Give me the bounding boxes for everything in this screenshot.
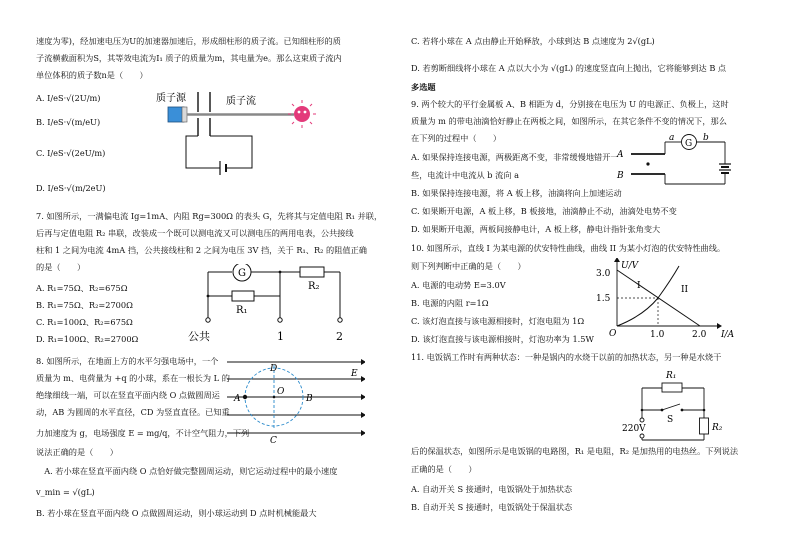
q7-line-3: 柱和 1 之间为电流 4mA 挡，公共接线柱和 2 之间为电压 3V 挡，关于 R₁、R₂ 的阻值正确 xyxy=(36,245,367,255)
terminal-1-label: 1 xyxy=(277,330,284,343)
q8-line-4: 动，AB 为圆周的水平直径，CD 为竖直直径。已知重 xyxy=(36,407,230,417)
origin-label: O xyxy=(609,329,617,339)
auto-switch-s xyxy=(662,404,680,410)
label-e: E xyxy=(351,369,358,379)
q7-option-c: C. R₁=100Ω、R₂=675Ω xyxy=(36,317,133,327)
y-tick-3: 3.0 xyxy=(596,269,611,279)
q8-line-3: 绝缘细线一端，可以在竖直平面内绕 O 点做圆周运 xyxy=(36,390,220,400)
resistor-r1 xyxy=(662,383,682,392)
target-icon xyxy=(294,106,310,122)
q9-line-3: 在下列的过程中（ ） xyxy=(411,133,502,143)
q9-option-c: C. 如果断开电源，A 板上移，B 板接地，油滴静止不动，油滴处电势不变 xyxy=(411,206,677,216)
q6-option-b: B. I/eS·√(m/eU) xyxy=(36,117,101,127)
q10-option-b: B. 电源的内阻 r=1Ω xyxy=(411,298,489,308)
plate-b-label: B xyxy=(617,171,624,181)
proton-stream-label: 质子流 xyxy=(226,96,256,107)
q11-line-2: 后的保温状态，如图所示是电饭锅的电路图，R₁ 是电阻，R₂ 是加热用的电热丝。下列说法 xyxy=(411,446,739,456)
q9-option-a: A. 如果保持连接电源，两极距离不变，非常缓慢地错开一 xyxy=(411,152,619,162)
resistor-r1-label: R₁ xyxy=(666,371,677,381)
q6-line-2: 子流横截面积为S，其等效电流为I₁ 质子的质量为m，其电量为e。那么这束质子流内 xyxy=(36,53,342,63)
node-b-label: b xyxy=(703,133,709,143)
x-axis-label: I/A xyxy=(721,330,735,340)
label-o: O xyxy=(277,387,285,397)
q7-line-4: 的是（ ） xyxy=(36,262,86,272)
proton-source-label: 质子源 xyxy=(156,93,186,104)
q11-option-b: B. 自动开关 S 接通时，电饭锅处于保温状态 xyxy=(411,502,573,512)
parallel-plate-figure xyxy=(615,132,735,192)
q8-line-2: 质量为 m、电荷量为 +q 的小球，系在一根长为 L 的 xyxy=(36,373,230,383)
label-b: B xyxy=(306,394,313,404)
q7-line-2: 后再与定值电阻 R₂ 串联，改装成一个既可以测电流又可以测电压的两用电表，公共接线 xyxy=(36,228,354,238)
x-tick-2: 2.0 xyxy=(692,330,707,340)
resistor-r1-label: R₁ xyxy=(236,305,248,316)
terminal-common-label: 公共 xyxy=(188,330,210,343)
proton-accelerator-figure xyxy=(156,88,336,178)
label-a: A xyxy=(234,394,241,404)
q11-line-3: 正确的是（ ） xyxy=(411,464,477,474)
q10-option-a: A. 电源的电动势 E=3.0V xyxy=(411,280,506,290)
q9-option-b: B. 如果保持连接电源，将 A 板上移，油滴将向上加速运动 xyxy=(411,188,622,198)
rice-cooker-circuit xyxy=(622,368,732,442)
q8-line-5: 力加速度为 g，电场强度 E = mg/q，不计空气阻力，下列 xyxy=(36,428,250,438)
q8-option-c: C. 若将小球在 A 点由静止开始释放，小球到达 B 点速度为 2√(gL) xyxy=(411,36,655,46)
q6-line-3: 单位体积的质子数n是（ ） xyxy=(36,70,148,80)
q6-option-d: D. I/eS·√(m/2eU) xyxy=(36,183,106,193)
q6-option-a: A. I/eS·√(2U/m) xyxy=(36,93,101,103)
node-a-label: a xyxy=(669,133,675,143)
bulb-curve-ii xyxy=(617,266,679,326)
electric-field-circle-figure xyxy=(225,356,365,446)
charged-ball xyxy=(243,395,247,399)
label-c: C xyxy=(270,436,277,446)
q10-option-d: D. 该灯泡直接与该电源相接时，灯泡功率为 1.5W xyxy=(411,334,594,344)
q8-line-1: 8. 如图所示，在地面上方的水平匀强电场中，一个 xyxy=(36,356,219,366)
q8-line-6: 说法正确的是（ ） xyxy=(36,447,118,457)
terminal-2-label: 2 xyxy=(336,330,343,343)
meter-conversion-circuit xyxy=(180,264,360,344)
q10-line-1: 10. 如图所示，直线 I 为某电源的伏安特性曲线，曲线 II 为某小灯泡的伏安特性曲线。 xyxy=(411,243,726,253)
y-tick-1-5: 1.5 xyxy=(596,294,611,304)
resistor-r1 xyxy=(232,291,254,301)
q8-option-a-formula: v_min = √(gL) xyxy=(36,487,95,497)
q11-line-1: 11. 电饭锅工作时有两种状态：一种是锅内的水烧干以前的加热状态，另一种是水烧干 xyxy=(411,352,722,362)
q8-option-a: A. 若小球在竖直平面内绕 O 点恰好做完整圆周运动，则它运动过程中的最小速度 xyxy=(36,466,338,476)
q9-option-a-cont: 些，电流计中电流从 b 流向 a xyxy=(411,170,519,180)
galvanometer-label: G xyxy=(685,139,693,149)
curve-i-label: I xyxy=(637,281,641,291)
q6-option-c: C. I/eS·√(2eU/m) xyxy=(36,148,106,158)
q7-line-1: 7. 如图所示，一满偏电流 Ig=1mA、内阻 Rg=300Ω 的表头 G，先将其与定值电阻 R₁ 并联， xyxy=(36,211,383,221)
galvanometer-label: G xyxy=(238,268,246,279)
q8-option-d: D. 若剪断细线将小球在 A 点以大小为 √(gL) 的速度竖直向上抛出，它将能够到达 B 点 xyxy=(411,63,727,73)
q11-option-a: A. 自动开关 S 接通时，电饭锅处于加热状态 xyxy=(411,484,573,494)
q7-option-d: D. R₁=100Ω、R₂=2700Ω xyxy=(36,334,139,344)
plate-a-label: A xyxy=(617,150,624,160)
switch-s-label: S xyxy=(667,415,674,425)
resistor-r2 xyxy=(300,267,324,277)
voltage-label: 220V xyxy=(622,424,646,434)
q6-line-1: 速度为零)，经加速电压为U的加速器加速后，形成细柱形的质子流。已知细柱形的质 xyxy=(36,36,341,46)
q9-line-1: 9. 两个较大的平行金属板 A、B 相距为 d，分别接在电压为 U 的电源正、负极上，这时 xyxy=(411,99,729,109)
q9-option-d: D. 如果断开电源，两板间接静电计，A 板上移，静电计指针张角变大 xyxy=(411,224,661,234)
x-tick-1: 1.0 xyxy=(650,330,665,340)
q7-option-b: B. R₁=75Ω、R₂=2700Ω xyxy=(36,300,133,310)
q9-line-2: 质量为 m 的带电油滴恰好静止在两板之间，如图所示，在其它条件不变的情况下，那么 xyxy=(411,116,727,126)
q10-line-2: 则下列判断中正确的是（ ） xyxy=(411,261,526,271)
oil-drop xyxy=(646,162,649,165)
label-d: D xyxy=(270,364,278,374)
iv-curve-graph xyxy=(595,258,745,340)
q7-option-a: A. R₁=75Ω、R₂=675Ω xyxy=(36,283,128,293)
resistor-r2-label: R₂ xyxy=(308,281,320,292)
heating-wire-r2 xyxy=(700,418,709,434)
resistor-r2-label: R₂ xyxy=(712,423,723,433)
q10-option-c: C. 该灯泡直接与该电源相接时，灯泡电阻为 1Ω xyxy=(411,316,585,326)
section-title-multiple-choice: 多选题 xyxy=(411,82,436,92)
curve-ii-label: II xyxy=(681,285,689,295)
y-axis-label: U/V xyxy=(621,261,639,271)
q8-option-b: B. 若小球在竖直平面内绕 O 点做圆周运动，则小球运动到 D 点时机械能最大 xyxy=(36,508,317,518)
